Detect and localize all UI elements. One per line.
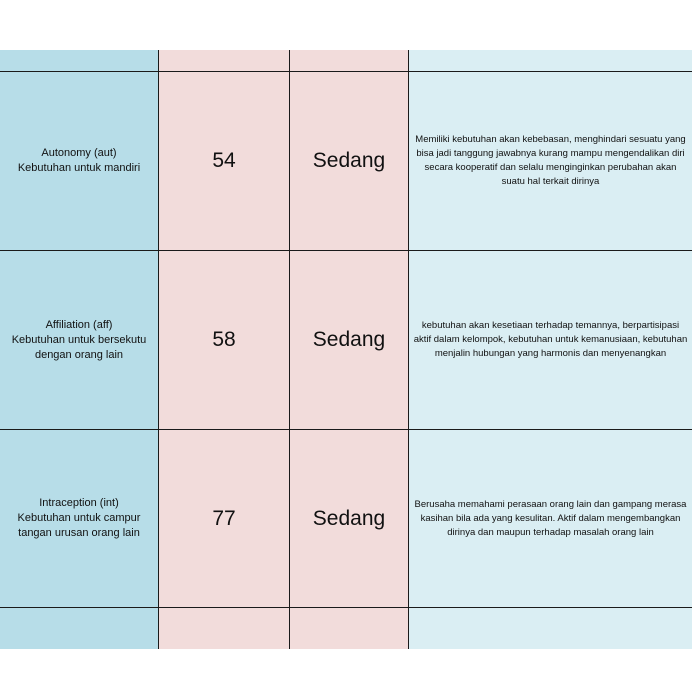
need-name-line: Kebutuhan untuk campur [17,512,141,524]
description-text: Memiliki kebutuhan akan kebebasan, menghindari sesuatu yang bisa jadi tanggung jawabnya kurang mampu mengendalikan diri secara kooperatif dan selalu menginginkan perubahan akan suatu hal terkait dirinya [415,134,686,187]
need-name-cell[interactable] [0,430,159,608]
score-value: 77 [212,506,236,530]
table-cell-bottom-name[interactable] [0,608,159,649]
need-name-line: Intraception (int) [39,497,119,509]
description-cell[interactable] [409,251,692,430]
table-cell-bottom-level[interactable] [290,608,409,649]
need-profile-table [0,50,692,649]
need-name-line: tangan urusan orang lain [18,527,140,539]
table-cell-top-score[interactable] [159,50,290,72]
score-value: 58 [212,328,236,351]
level-cell[interactable] [290,251,409,430]
need-name-line: Autonomy (aut) [41,147,117,159]
table-cell-top-description[interactable] [409,50,692,72]
score-cell[interactable] [159,251,290,430]
table-cell-top-level[interactable] [290,50,409,72]
need-name-line: Kebutuhan untuk bersekutu [11,333,147,346]
level-cell[interactable] [290,72,409,251]
need-name-line: Affiliation (aff) [45,318,113,331]
description-text: Berusaha memahami perasaan orang lain dan gampang merasa kasihan bila ada yang kesulitan. Aktif dalam mengembangkan dirinya dan maupun terhadap masalah orang lain [414,498,687,538]
table-cell-bottom-description[interactable] [409,608,692,649]
score-cell[interactable] [159,430,290,608]
table-cell-bottom-score[interactable] [159,608,290,649]
description-text: kebutuhan akan kesetiaan terhadap temannya, berpartisipasi aktif dalam kelompok, kebutuhan untuk kemanusiaan, kebutuhan menjalin hubungan yang harmonis dan menyenangkan [413,320,688,359]
level-value: Sedang [312,149,386,172]
description-cell[interactable] [409,72,692,251]
description-cell[interactable] [409,430,692,608]
need-name-cell[interactable] [0,251,159,430]
need-name-line: Kebutuhan untuk mandiri [17,162,141,174]
score-cell[interactable] [159,72,290,251]
table-cell-top-name[interactable] [0,50,159,72]
score-value: 54 [212,149,236,172]
need-name-cell[interactable] [0,72,159,251]
level-cell[interactable] [290,430,409,608]
level-value: Sedang [312,328,386,351]
need-name-line: dengan orang lain [34,348,124,361]
level-value: Sedang [312,506,386,530]
